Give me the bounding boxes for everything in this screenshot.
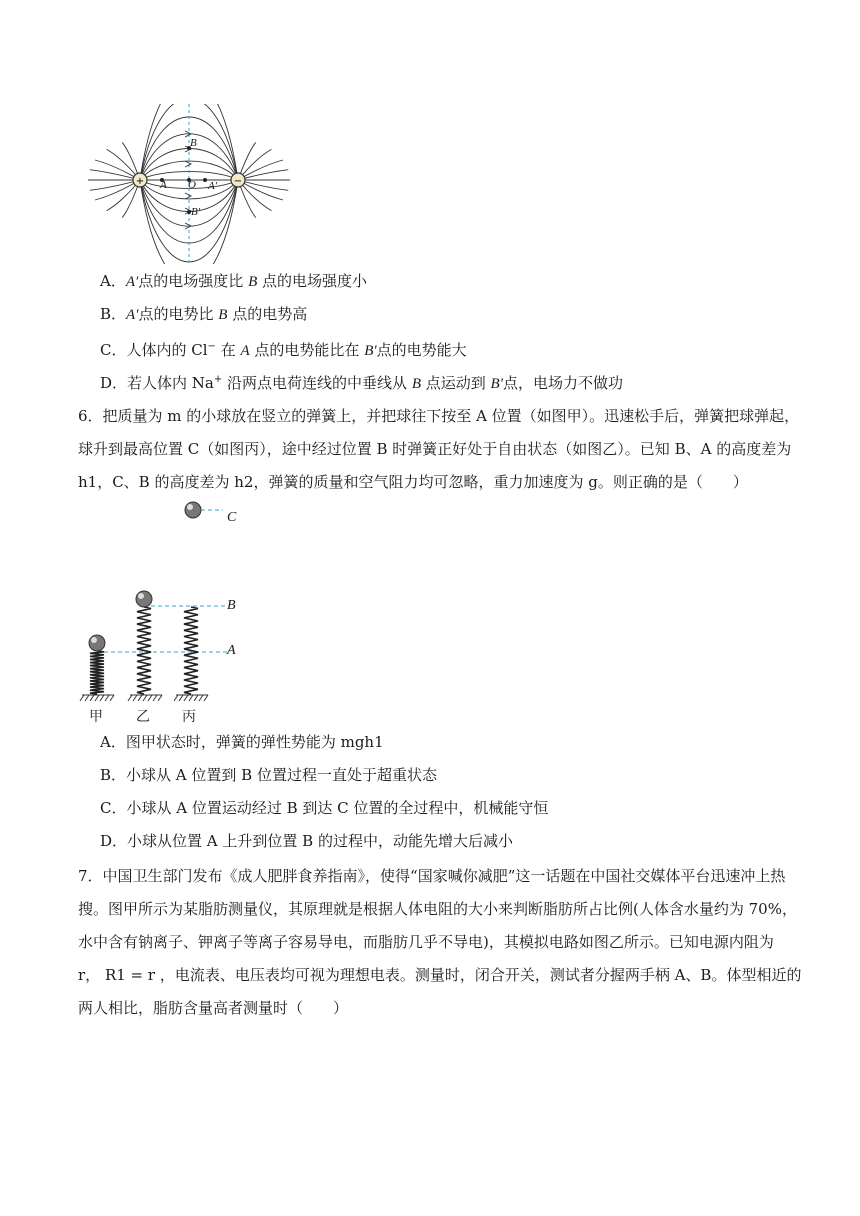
label-A-level: A — [227, 643, 236, 658]
q5-option-b: B．A′点的电势比 B 点的电势高 — [100, 305, 308, 323]
q7-line-4: r， R1 = r ，电流表、电压表均可视为理想电表。测量时，闭合开关，测试者分握两手柄 A、B。体型相近的 — [78, 966, 802, 984]
q6-line-1: 6．把质量为 m 的小球放在竖立的弹簧上，并把球往下按至 A 位置（如图甲）。迅速松手后，弹簧把球弹起， — [78, 407, 800, 425]
label-C: C — [227, 510, 237, 525]
q7-line-3: 水中含有钠离子、钾离子等离子容易导电，而脂肪几乎不导电)，其模拟电路如图乙所示。已知电源内阻为 — [78, 933, 774, 951]
q6-option-d: D．小球从位置 A 上升到位置 B 的过程中，动能先增大后减小 — [100, 832, 513, 850]
q6-option-a: A．图甲状态时，弹簧的弹性势能为 mgh1 — [100, 733, 384, 751]
label-A-prime: A′ — [208, 180, 218, 192]
label-B-prime: B′ — [191, 206, 201, 218]
label-B: B — [190, 137, 197, 149]
label-B-level: B — [227, 598, 236, 613]
svg-text:+: + — [135, 176, 145, 187]
q6-option-b: B．小球从 A 位置到 B 位置过程一直处于超重状态 — [100, 766, 437, 784]
svg-text:−: − — [233, 176, 243, 187]
q6-line-2: 球升到最高位置 C（如图丙），途中经过位置 B 时弹簧正好处于自由状态（如图乙）。已知 B、A 的高度差为 — [78, 440, 792, 458]
q7-line-5: 两人相比，脂肪含量高者测量时（ ） — [78, 999, 349, 1017]
label-jia: 甲 — [89, 709, 103, 725]
q6-option-c: C．小球从 A 位置运动经过 B 到达 C 位置的全过程中，机械能守恒 — [100, 799, 549, 817]
q7-line-2: 搜。图甲所示为某脂肪测量仪，其原理就是根据人体电阻的大小来判断脂肪所占比例(人体含水量约为 70%， — [78, 900, 797, 918]
q5-option-d: D．若人体内 Na+ 沿两点电荷连线的中垂线从 B 点运动到 B′点，电场力不做功 — [100, 374, 623, 392]
label-yi: 乙 — [136, 709, 150, 725]
label-A: A — [160, 179, 167, 191]
q5-option-c: C．人体内的 Cl− 在 A 点的电势能比在 B′点的电势能大 — [100, 341, 467, 359]
q5-option-a: A．A′点的电场强度比 B 点的电场强度小 — [100, 272, 368, 290]
label-O: O — [188, 179, 196, 191]
q7-line-1: 7．中国卫生部门发布《成人肥胖食养指南》，使得“国家喊你减肥”这一话题在中国社交媒体平台迅速冲上热 — [78, 867, 786, 885]
q6-line-3: h1，C、B 的高度差为 h2，弹簧的质量和空气阻力均可忽略，重力加速度为 g。则正确的是（ ） — [78, 473, 748, 491]
label-bing: 丙 — [182, 709, 196, 725]
